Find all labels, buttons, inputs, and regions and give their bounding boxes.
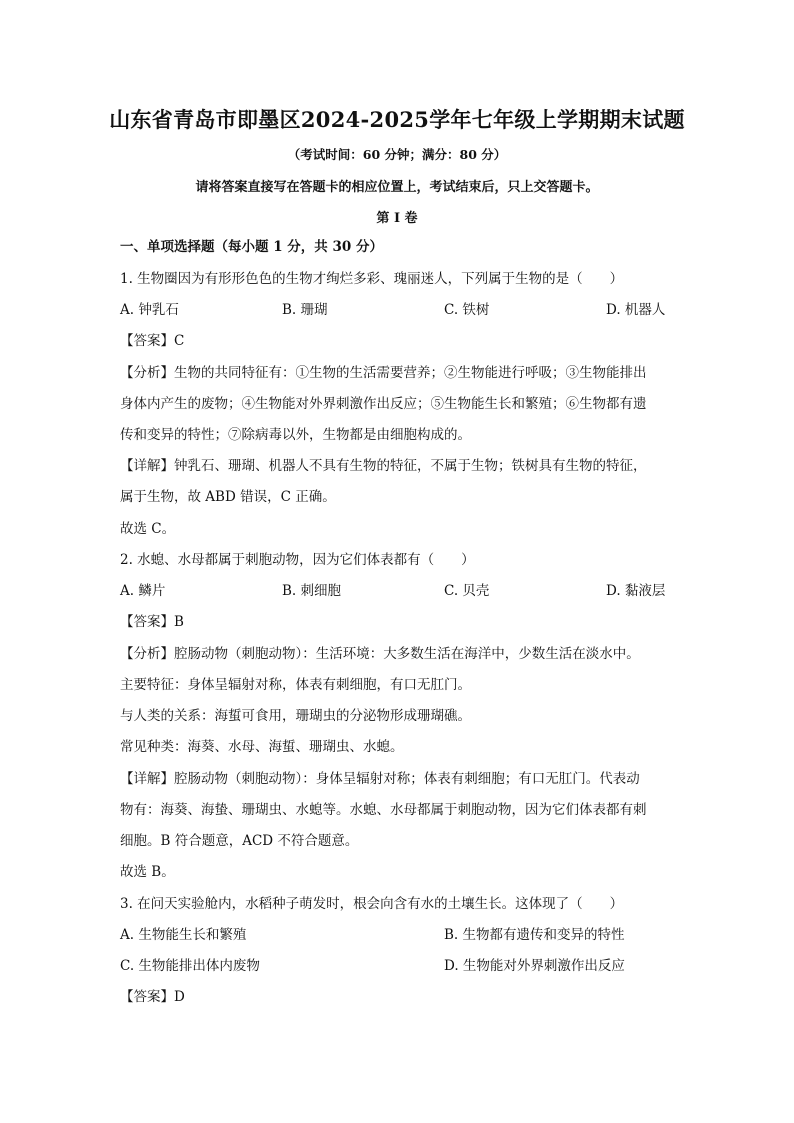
q3-stem: 3. 在问天实验舱内，水稻种子萌发时，根会向含有水的土壤生长。这体现了（ ） [120, 896, 624, 912]
q2-option-d: D. 黏液层 [606, 583, 666, 599]
q3-option-b: B. 生物都有遗传和变异的特性 [444, 927, 625, 943]
section-title: 一、单项选择题（每小题 1 分，共 30 分） [120, 239, 383, 255]
q1-answer: 【答案】C [120, 333, 185, 349]
exam-info: （考试时间：60 分钟；满分：80 分） [287, 147, 507, 162]
q1-detail-line: 【详解】钟乳石、珊瑚、机器人不具有生物的特征，不属于生物；铁树具有生物的特征， [120, 458, 647, 474]
q2-answer: 【答案】B [120, 614, 184, 630]
q2-analysis-line: 【分析】腔肠动物（刺胞动物）：生活环境：大多数生活在海洋中，少数生活在淡水中。 [120, 646, 640, 662]
q2-option-c: C. 贝壳 [444, 583, 490, 599]
q1-analysis-line: 身体内产生的废物；④生物能对外界刺激作出反应；⑤生物能生长和繁殖；⑥生物都有遗 [120, 396, 647, 412]
q1-conclusion: 故选 C。 [120, 521, 176, 537]
volume-label: 第 I 卷 [376, 211, 418, 226]
q2-analysis-line: 与人类的关系：海蜇可食用，珊瑚虫的分泌物形成珊瑚礁。 [120, 708, 471, 724]
q1-detail-line: 属于生物，故 ABD 错误，C 正确。 [120, 489, 336, 505]
q1-analysis-line: 【分析】生物的共同特征有：①生物的生活需要营养；②生物能进行呼吸；③生物能排出 [120, 365, 647, 381]
q2-conclusion: 故选 B。 [120, 864, 175, 880]
q3-option-d: D. 生物能对外界刺激作出反应 [444, 958, 625, 974]
q2-analysis-line: 主要特征：身体呈辐射对称，体表有刺细胞，有口无肛门。 [120, 677, 471, 693]
q2-detail-line: 细胞。B 符合题意，ACD 不符合题意。 [120, 833, 359, 849]
q2-detail-line: 物有：海葵、海蛰、珊瑚虫、水螅等。水螅、水母都属于刺胞动物，因为它们体表都有刺 [120, 802, 647, 818]
q2-analysis-line: 常见种类：海葵、水母、海蜇、珊瑚虫、水螅。 [120, 739, 404, 755]
exam-title: 山东省青岛市即墨区2024-2025学年七年级上学期期末试题 [109, 107, 685, 132]
q2-stem: 2. 水螅、水母都属于刺胞动物，因为它们体表都有（ ） [120, 552, 475, 568]
q2-detail-line: 【详解】腔肠动物（刺胞动物）：身体呈辐射对称；体表有刺细胞；有口无肛门。代表动 [120, 771, 640, 787]
q1-option-d: D. 机器人 [606, 302, 666, 318]
exam-instructions: 请将答案直接写在答题卡的相应位置上，考试结束后，只上交答题卡。 [195, 180, 599, 195]
q1-option-a: A. 钟乳石 [120, 302, 179, 318]
q2-option-b: B. 刺细胞 [282, 583, 342, 599]
q1-analysis-line: 传和变异的特性；⑦除病毒以外，生物都是由细胞构成的。 [120, 427, 471, 443]
q3-option-c: C. 生物能排出体内废物 [120, 958, 260, 974]
q3-answer: 【答案】D [120, 989, 185, 1005]
q2-option-a: A. 鳞片 [120, 583, 166, 599]
q1-option-b: B. 珊瑚 [282, 302, 328, 318]
q1-option-c: C. 铁树 [444, 302, 490, 318]
q3-option-a: A. 生物能生长和繁殖 [120, 927, 247, 943]
q1-stem: 1. 生物圈因为有形形色色的生物才绚烂多彩、瑰丽迷人，下列属于生物的是（ ） [120, 271, 624, 287]
